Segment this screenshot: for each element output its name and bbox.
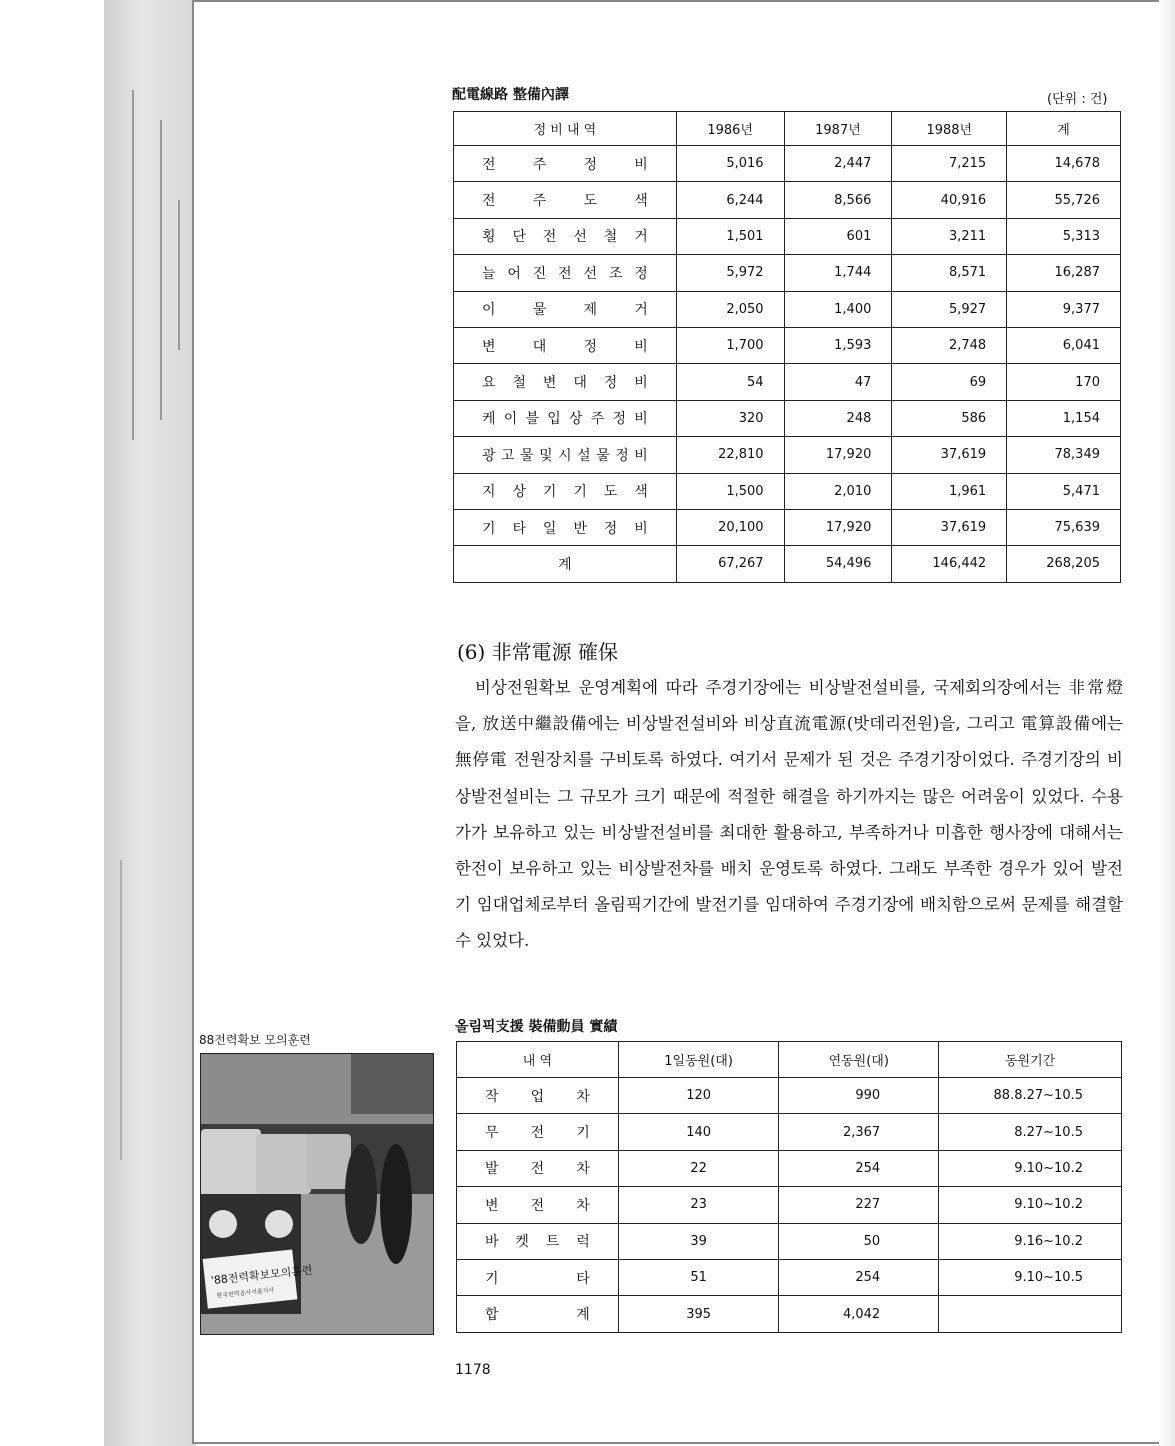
table-cell: 586	[892, 400, 1007, 436]
row-label: 이 물 제 거	[454, 291, 677, 327]
table-cell: 268,205	[1007, 546, 1121, 582]
training-photo	[200, 1053, 434, 1335]
column-header: 연동원(대)	[779, 1042, 939, 1078]
table-row	[457, 1259, 1122, 1295]
table2-title: 올림픽支援 裝備動員 實績	[455, 1019, 618, 1035]
row-label: 기 타 일 반 정 비	[454, 509, 677, 545]
spine-mark	[160, 120, 162, 420]
table-row	[454, 218, 1121, 254]
column-header: 1987년	[784, 112, 892, 146]
table-cell: 17,920	[784, 509, 892, 545]
table1-unit: (단위 : 건)	[1047, 92, 1108, 107]
column-header: 동원기간	[939, 1042, 1122, 1078]
row-label: 지 상 기 기 도 색	[454, 473, 677, 509]
table-cell: 248	[784, 400, 892, 436]
table-cell: 40,916	[892, 182, 1007, 218]
section-paragraph: 비상전원확보 운영계획에 따라 주경기장에는 비상발전설비를, 국제회의장에서는 非常燈을, 放送中繼設備에는 비상발전설비와 비상直流電源(밧데리전원)을, 그리고 電算設備에는 無停電 전원장치를 구비토록 하였다. 여기서 문제가 된 것은 주경기장이었다. 주경기장의 비상발전설비는 그 규모가 크기 때문에 적절한 해결을 하기까지는 많은 어려움이 있었다. 수용가가 보유하고 있는 비상발전설비를 최대한 활용하고, 부족하거나 미흡한 행사장에 대해서는 한전이 보유하고 있는 비상발전차를 배치 운영토록 하였다. 그래도 부족한 경우가 있어 발전기 임대업체로부터 올림픽기간에 발전기를 임대하여 주경기장에 배치함으로써 문제를 해결할 수 있었다.	[455, 678, 1123, 951]
table-cell: 146,442	[892, 546, 1007, 582]
table-cell: 3,211	[892, 218, 1007, 254]
row-label: 무 전 기	[457, 1114, 619, 1150]
table-cell: 69	[892, 364, 1007, 400]
table-cell: 23	[618, 1187, 779, 1223]
table-cell: 140	[618, 1114, 779, 1150]
sign-text: '88전력확보모의훈련	[210, 1263, 314, 1288]
row-label: 변 대 정 비	[454, 327, 677, 363]
table-cell: 22	[618, 1150, 779, 1186]
table-row	[454, 327, 1121, 363]
table-cell: 8,566	[784, 182, 892, 218]
section-body	[455, 670, 1123, 960]
table-cell: 2,367	[779, 1114, 939, 1150]
table-cell: 254	[779, 1150, 939, 1186]
row-label: 기 타	[457, 1259, 619, 1295]
equipment-table	[456, 1041, 1122, 1333]
table-cell: 5,927	[892, 291, 1007, 327]
book-spine	[104, 0, 196, 1446]
table-row	[454, 364, 1121, 400]
row-label: 바 켓 트 럭	[457, 1223, 619, 1259]
table-cell: 39	[618, 1223, 779, 1259]
table-cell: 1,154	[1007, 400, 1121, 436]
table-row	[457, 1114, 1122, 1150]
table-cell: 2,447	[784, 146, 892, 182]
photo-scene	[201, 1054, 433, 1334]
page-number: 1178	[455, 1362, 491, 1378]
table-cell: 2,050	[676, 291, 784, 327]
column-header: 1일동원(대)	[618, 1042, 779, 1078]
table-row	[457, 1187, 1122, 1223]
column-header: 내 역	[457, 1042, 619, 1078]
row-label: 늘 어 진 전 선 조 정	[454, 255, 677, 291]
table-row	[454, 255, 1121, 291]
table-cell: 51	[618, 1259, 779, 1295]
table-cell: 990	[779, 1078, 939, 1114]
table-cell: 6,244	[676, 182, 784, 218]
table-row	[454, 546, 1121, 582]
column-header: 정 비 내 역	[454, 112, 677, 146]
column-header: 계	[1007, 112, 1121, 146]
row-label: 전 주 도 색	[454, 182, 677, 218]
table-header-row	[457, 1042, 1122, 1078]
table-cell: 7,215	[892, 146, 1007, 182]
table-row	[454, 400, 1121, 436]
table-cell	[939, 1296, 1122, 1332]
table-cell: 37,619	[892, 437, 1007, 473]
row-label: 케 이 블 입 상 주 정 비	[454, 400, 677, 436]
table-cell: 75,639	[1007, 509, 1121, 545]
row-label: 광 고 물 및 시 설 물 정 비	[454, 437, 677, 473]
table-cell: 4,042	[779, 1296, 939, 1332]
table-row	[454, 291, 1121, 327]
table-cell: 227	[779, 1187, 939, 1223]
section-heading: (6) 非常電源 確保	[457, 640, 619, 664]
spine-mark	[120, 860, 122, 1160]
table-row	[454, 182, 1121, 218]
table-row	[454, 437, 1121, 473]
table-cell: 9.10~10.5	[939, 1259, 1122, 1295]
table-row	[457, 1223, 1122, 1259]
table-cell: 50	[779, 1223, 939, 1259]
table-cell: 601	[784, 218, 892, 254]
table-cell: 37,619	[892, 509, 1007, 545]
table-cell: 1,593	[784, 327, 892, 363]
table-cell: 320	[676, 400, 784, 436]
maintenance-table	[453, 111, 1121, 583]
table-cell: 20,100	[676, 509, 784, 545]
table-cell: 8.27~10.5	[939, 1114, 1122, 1150]
table-cell: 1,700	[676, 327, 784, 363]
table-row	[457, 1150, 1122, 1186]
row-label: 계	[454, 546, 677, 582]
table-cell: 9.10~10.2	[939, 1150, 1122, 1186]
table-header-row	[454, 112, 1121, 146]
table-cell: 55,726	[1007, 182, 1121, 218]
table-cell: 170	[1007, 364, 1121, 400]
table-cell: 67,267	[676, 546, 784, 582]
table-cell: 1,744	[784, 255, 892, 291]
table-cell: 54	[676, 364, 784, 400]
table-cell: 88.8.27~10.5	[939, 1078, 1122, 1114]
row-label: 작 업 차	[457, 1078, 619, 1114]
table-cell: 22,810	[676, 437, 784, 473]
spine-mark	[178, 200, 180, 350]
sign-subtext: 한국전력공사서울지사	[216, 1286, 275, 1300]
table-row	[454, 473, 1121, 509]
table-cell: 5,313	[1007, 218, 1121, 254]
table-row	[457, 1296, 1122, 1332]
table-cell: 254	[779, 1259, 939, 1295]
table-cell: 6,041	[1007, 327, 1121, 363]
photo-caption: 88전력확보 모의훈련	[199, 1033, 311, 1047]
table-cell: 5,016	[676, 146, 784, 182]
table-cell: 8,571	[892, 255, 1007, 291]
table-cell: 47	[784, 364, 892, 400]
table-cell: 54,496	[784, 546, 892, 582]
table-row	[454, 146, 1121, 182]
row-label: 변 전 차	[457, 1187, 619, 1223]
table-cell: 1,501	[676, 218, 784, 254]
table-row	[457, 1078, 1122, 1114]
table-cell: 120	[618, 1078, 779, 1114]
row-label: 발 전 차	[457, 1150, 619, 1186]
table-cell: 14,678	[1007, 146, 1121, 182]
spine-mark	[132, 90, 134, 440]
row-label: 합 계	[457, 1296, 619, 1332]
column-header: 1988년	[892, 112, 1007, 146]
table1-title: 配電線路 整備內譯	[452, 87, 569, 103]
table-cell: 1,500	[676, 473, 784, 509]
table-cell: 395	[618, 1296, 779, 1332]
row-label: 횡 단 전 선 철 거	[454, 218, 677, 254]
table-cell: 9.16~10.2	[939, 1223, 1122, 1259]
table-cell: 9,377	[1007, 291, 1121, 327]
row-label: 전 주 정 비	[454, 146, 677, 182]
table-cell: 2,010	[784, 473, 892, 509]
table-cell: 5,471	[1007, 473, 1121, 509]
table-cell: 17,920	[784, 437, 892, 473]
table-row	[454, 509, 1121, 545]
column-header: 1986년	[676, 112, 784, 146]
table-cell: 1,400	[784, 291, 892, 327]
table-cell: 5,972	[676, 255, 784, 291]
table-cell: 2,748	[892, 327, 1007, 363]
table-cell: 16,287	[1007, 255, 1121, 291]
table-cell: 78,349	[1007, 437, 1121, 473]
table-cell: 9.10~10.2	[939, 1187, 1122, 1223]
page-edge-shadow	[1159, 0, 1175, 1446]
table-cell: 1,961	[892, 473, 1007, 509]
row-label: 요 철 변 대 정 비	[454, 364, 677, 400]
